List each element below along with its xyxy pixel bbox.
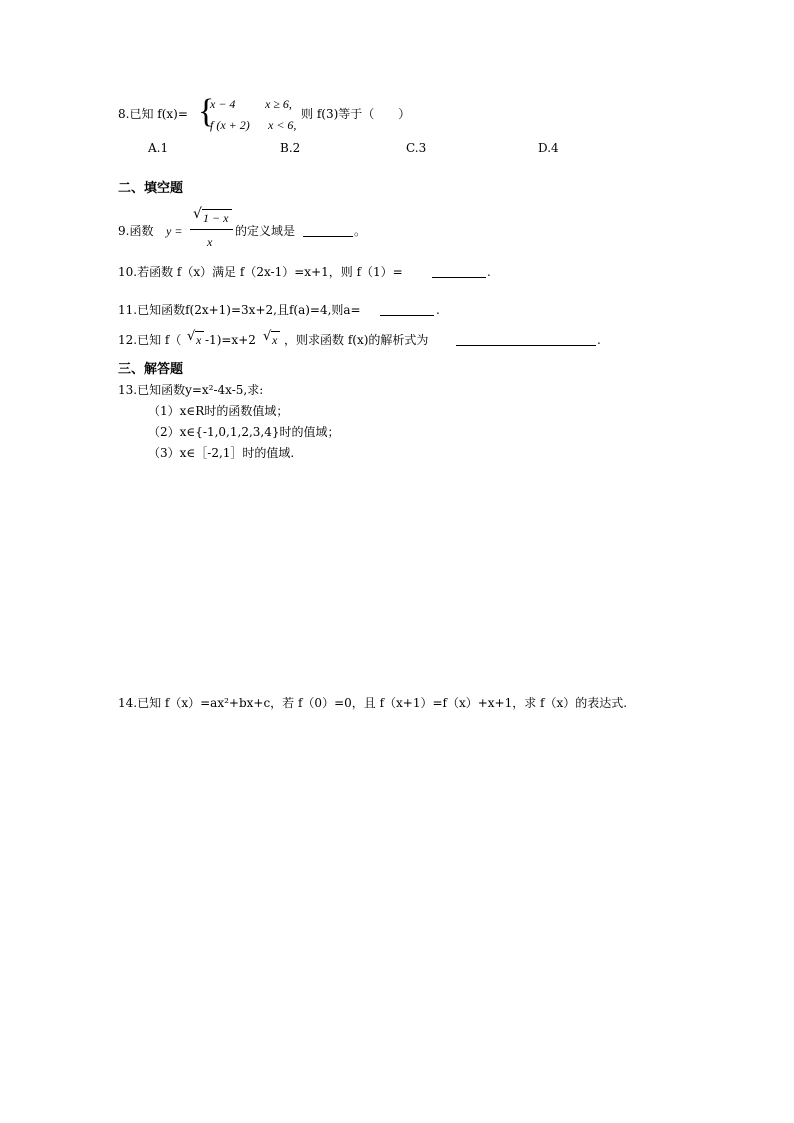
sqrt-overline xyxy=(271,331,280,332)
q12-answer-blank xyxy=(456,335,596,346)
q9-denominator: x xyxy=(207,235,213,249)
q8-case2-cond: x < 6, xyxy=(268,118,297,132)
q10-answer-blank xyxy=(432,267,486,278)
sqrt-symbol: √ xyxy=(187,329,196,344)
q13-part-3: （3）x∈［-2,1］时的值域. xyxy=(148,446,295,460)
q12-end: . xyxy=(597,333,601,347)
question-14: 14.已知 f（x）=ax²+bx+c，若 f（0）=0，且 f（x+1）=f（x）+x+1，求 f（x）的表达式. xyxy=(118,696,628,710)
fraction-bar xyxy=(190,229,233,230)
q8-option-a: A.1 xyxy=(148,141,169,155)
q8-option-b: B.2 xyxy=(280,141,301,155)
q9-answer-blank xyxy=(303,226,353,237)
sqrt-overline xyxy=(202,209,232,210)
q9-prefix: 9.函数 xyxy=(118,224,154,238)
q11-end: . xyxy=(436,303,440,317)
q13-part-1: （1）x∈R时的函数值域； xyxy=(148,404,289,418)
q11-answer-blank xyxy=(380,305,434,316)
q9-end: 。 xyxy=(354,224,367,238)
q13-stem: 13.已知函数y=x²-4x-5,求: xyxy=(118,383,264,397)
q12-x2: x xyxy=(272,333,278,347)
q9-numerator: 1 − x xyxy=(203,211,229,225)
q8-option-c: C.3 xyxy=(406,141,427,155)
q12-prefix: 12.已知 f（ xyxy=(118,333,182,347)
q9-y-eq: y = xyxy=(166,224,183,238)
q10-text: 10.若函数 f（x）满足 f（2x-1）=x+1，则 f（1）= xyxy=(118,265,403,279)
q12-suffix: ，则求函数 f(x)的解析式为 xyxy=(284,333,429,347)
q8-option-d: D.4 xyxy=(538,141,559,155)
q13-part-2: （2）x∈{-1,0,1,2,3,4}时的值域； xyxy=(148,425,340,439)
q12-x1: x xyxy=(196,333,202,347)
sqrt-symbol: √ xyxy=(193,206,202,222)
sqrt-symbol: √ xyxy=(263,329,272,344)
q8-prefix: 8.已知 f(x)= xyxy=(118,107,188,121)
q8-case2-expr: f (x + 2) xyxy=(210,118,250,132)
q8-suffix: 则 f(3)等于（ ） xyxy=(301,107,411,121)
q9-suffix: 的定义域是 xyxy=(235,224,296,238)
q10-end: . xyxy=(487,265,491,279)
q12-mid: -1)=x+2 xyxy=(205,333,256,347)
section-2-title: 二、填空题 xyxy=(118,181,184,196)
section-3-title: 三、解答题 xyxy=(118,362,184,377)
piecewise-brace: { xyxy=(198,93,215,130)
sqrt-overline xyxy=(195,331,204,332)
q11-text: 11.已知函数f(2x+1)=3x+2,且f(a)=4,则a= xyxy=(118,303,361,317)
q8-case1-cond: x ≥ 6, xyxy=(265,97,292,111)
q8-case1-expr: x − 4 xyxy=(210,97,236,111)
